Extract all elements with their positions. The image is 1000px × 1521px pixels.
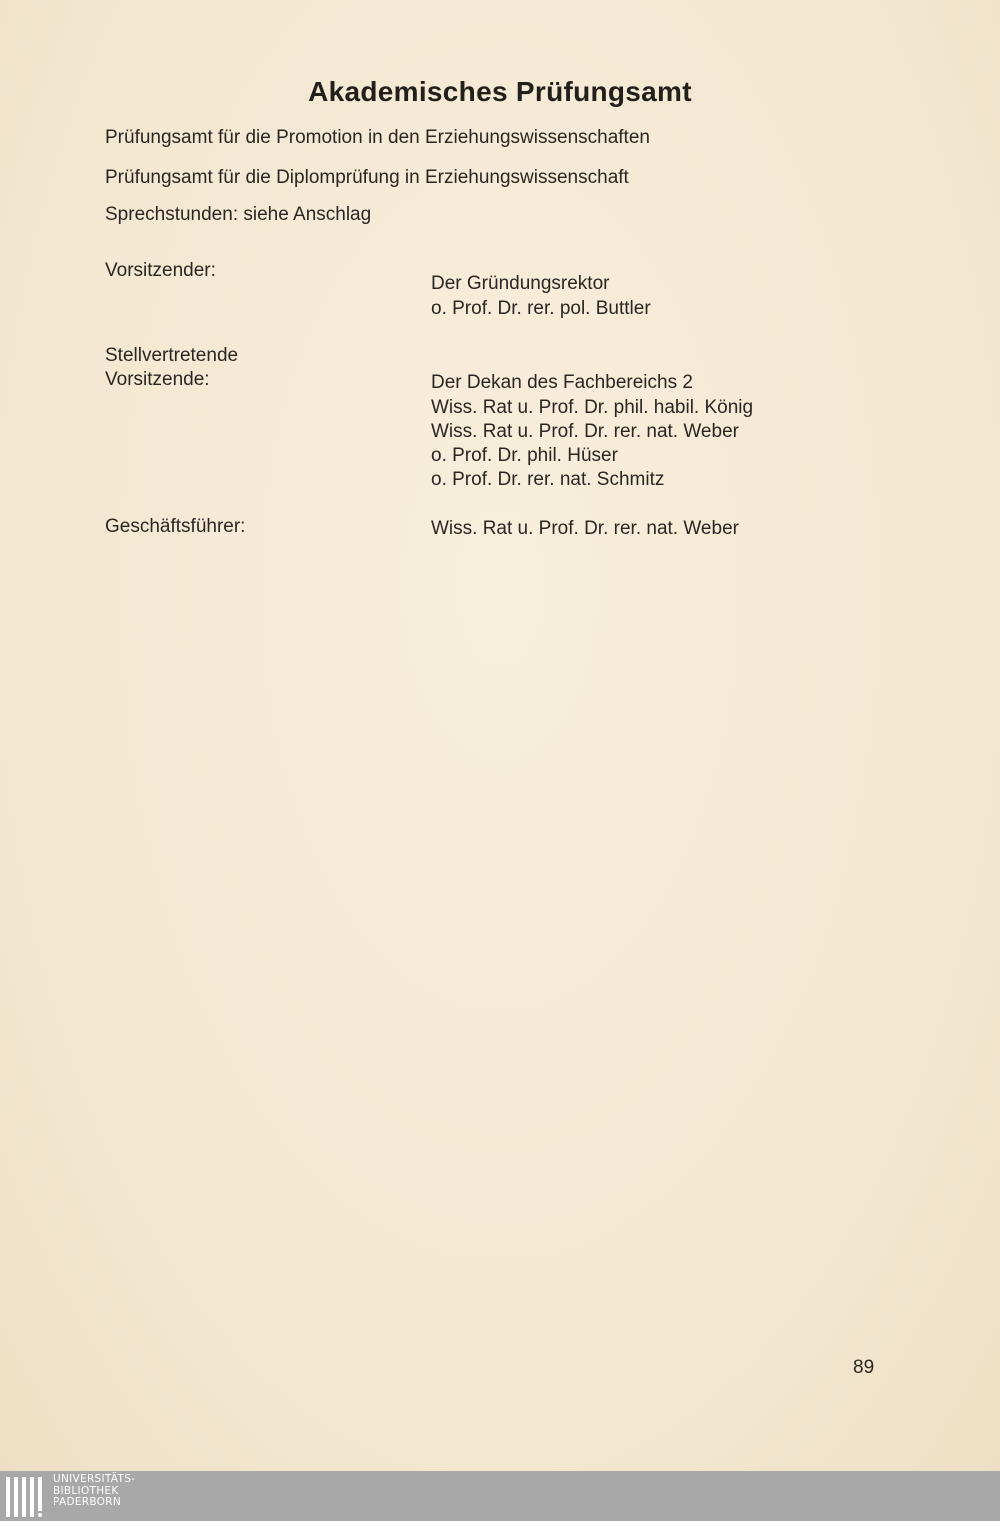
deputy-line: Wiss. Rat u. Prof. Dr. rer. nat. Weber	[431, 421, 739, 442]
chair-line: o. Prof. Dr. rer. pol. Buttler	[431, 298, 651, 319]
intro-line-promotion: Prüfungsamt für die Promotion in den Erziehungswissenschaften	[105, 127, 650, 148]
deputies-label-line: Vorsitzende:	[105, 369, 210, 390]
deputies-label-line: Stellvertretende	[105, 345, 239, 366]
page-title: Akademisches Prüfungsamt	[308, 76, 692, 107]
deputy-line: Der Dekan des Fachbereichs 2	[431, 372, 693, 393]
manager-line: Wiss. Rat u. Prof. Dr. rer. nat. Weber	[431, 518, 739, 539]
library-logo-line: UNIVERSITÄTS-	[53, 1473, 136, 1485]
intro-line-diplom: Prüfungsamt für die Diplomprüfung in Erziehungswissenschaft	[105, 167, 629, 188]
chair-label: Vorsitzender:	[105, 260, 216, 281]
library-logo-icon	[6, 1477, 46, 1517]
page-number: 89	[853, 1357, 875, 1378]
intro-line-office-hours: Sprechstunden: siehe Anschlag	[105, 204, 372, 225]
library-footer-bar	[0, 1471, 1000, 1521]
deputy-line: o. Prof. Dr. rer. nat. Schmitz	[431, 469, 665, 490]
library-logo-text	[53, 1474, 135, 1509]
deputy-line: Wiss. Rat u. Prof. Dr. phil. habil. König	[431, 397, 754, 418]
library-logo-line: PADERBORN	[53, 1496, 121, 1508]
chair-line: Der Gründungsrektor	[431, 273, 610, 294]
deputy-line: o. Prof. Dr. phil. Hüser	[431, 445, 618, 466]
library-logo-line: BIBLIOTHEK	[53, 1484, 119, 1497]
manager-label: Geschäftsführer:	[105, 516, 246, 537]
